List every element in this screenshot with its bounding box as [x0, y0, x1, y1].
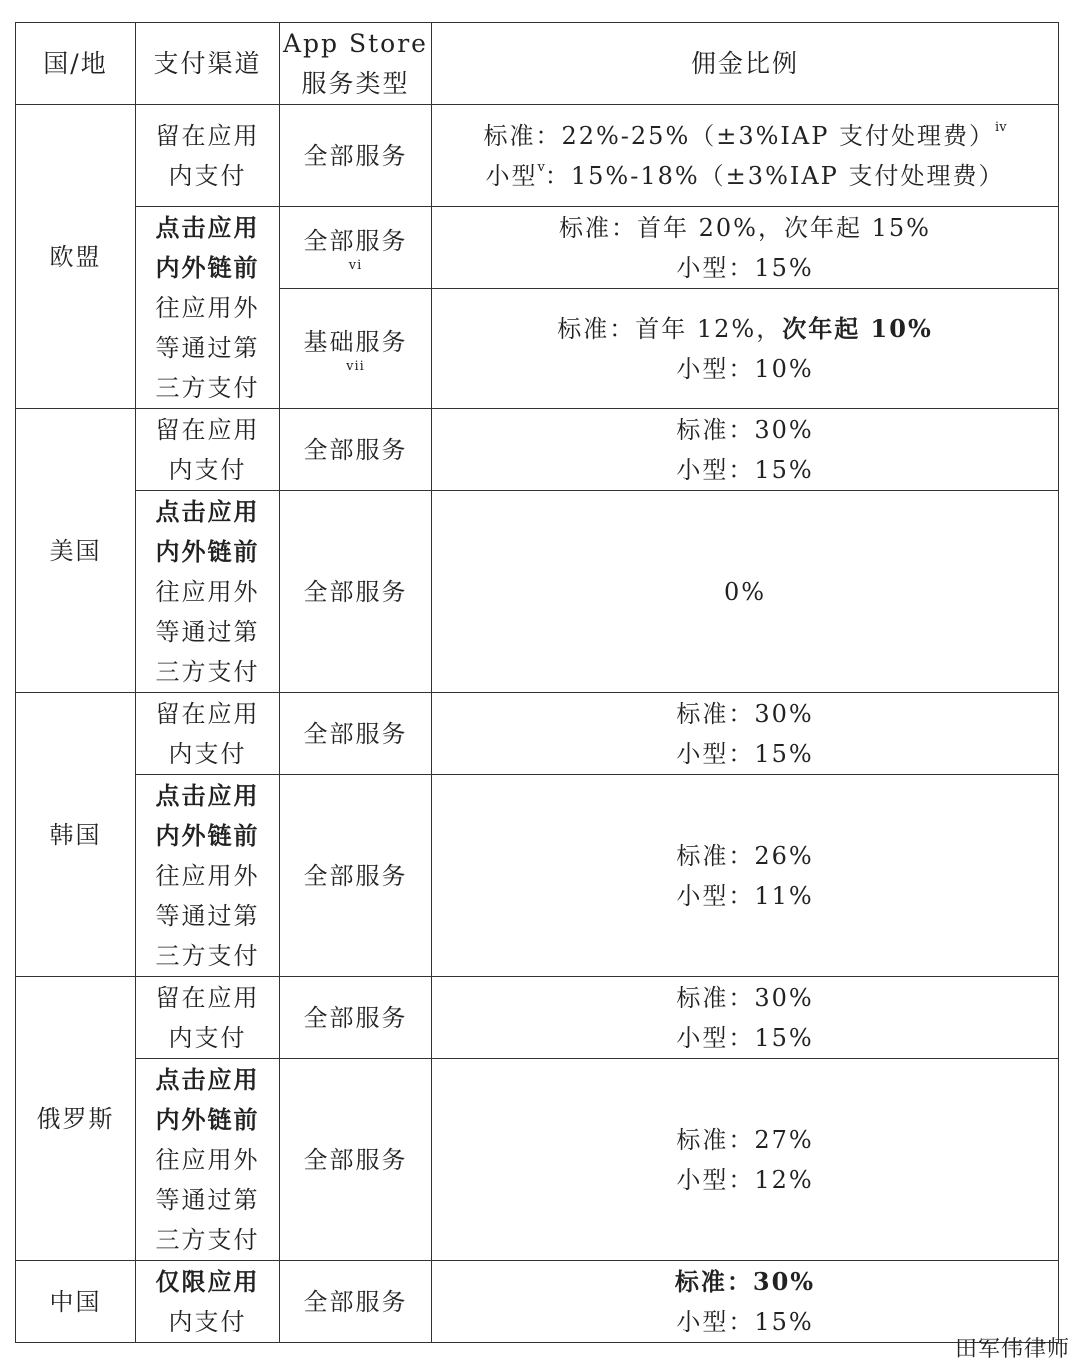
- channel-line: 仅限应用: [155, 1266, 260, 1296]
- header-service-line2: 服务类型: [301, 68, 410, 98]
- rate-line: [432, 116, 1058, 156]
- footnote-marker: vi: [348, 257, 363, 273]
- channel-cell: [136, 693, 280, 775]
- channel-line: 三方支付: [155, 1225, 260, 1254]
- rate-line: 标准：30%: [674, 1266, 816, 1296]
- channel-line: 内外链前: [155, 820, 260, 850]
- rate-line: [432, 156, 1058, 196]
- channel-line: 留在应用: [155, 415, 260, 444]
- channel-line: 等通过第: [155, 617, 260, 646]
- rate-text: ：15%-18%（±3%IAP 支付处理费）: [544, 161, 1005, 190]
- service-cell: 全部服务: [280, 1059, 432, 1261]
- rate-cell: [432, 693, 1059, 775]
- channel-cell: [136, 1059, 280, 1261]
- channel-line: 内外链前: [155, 252, 260, 282]
- channel-line: 内支付: [168, 739, 247, 768]
- rate-line: 标准：首年 20%，次年起 15%: [559, 213, 931, 242]
- header-channel: 支付渠道: [136, 23, 280, 105]
- header-region: 国/地: [16, 23, 136, 105]
- header-row: [16, 23, 1059, 105]
- service-cell: [280, 289, 432, 409]
- channel-line: 留在应用: [155, 699, 260, 728]
- rate-line: 小型：11%: [676, 881, 814, 910]
- rate-line: 小型：15%: [676, 1023, 814, 1052]
- footnote-marker: vii: [346, 358, 365, 374]
- channel-line: 内支付: [168, 1023, 247, 1052]
- service-cell: 全部服务: [280, 105, 432, 207]
- rate-cell: 0%: [432, 491, 1059, 693]
- header-rate: 佣金比例: [432, 23, 1059, 105]
- header-service: [280, 23, 432, 105]
- channel-line: 往应用外: [155, 577, 260, 606]
- service-cell: 全部服务: [280, 775, 432, 977]
- rate-cell: [432, 775, 1059, 977]
- table-row: [16, 105, 1059, 207]
- channel-line: 内支付: [168, 455, 247, 484]
- service-cell: 全部服务: [280, 1261, 432, 1343]
- table-row: [16, 207, 1059, 289]
- rate-line: 小型：10%: [676, 354, 814, 383]
- channel-cell: [136, 409, 280, 491]
- rate-cell: [432, 105, 1059, 207]
- channel-cell: [136, 775, 280, 977]
- channel-line: 三方支付: [155, 941, 260, 970]
- channel-cell: [136, 977, 280, 1059]
- footnote-marker: iv: [995, 119, 1007, 135]
- channel-line: 等通过第: [155, 1185, 260, 1214]
- rate-line: 小型：15%: [676, 253, 814, 282]
- table-row: [16, 409, 1059, 491]
- channel-line: 往应用外: [155, 861, 260, 890]
- table-row: [16, 775, 1059, 977]
- channel-line: 内支付: [168, 1307, 247, 1336]
- rate-cell: [432, 207, 1059, 289]
- channel-cell: [136, 1261, 280, 1343]
- header-service-line1: App Store: [283, 28, 428, 58]
- footnote-marker: v: [537, 159, 545, 175]
- channel-line: 点击应用: [155, 496, 260, 526]
- rate-line: 小型：15%: [676, 739, 814, 768]
- rate-line: 标准：26%: [676, 841, 814, 870]
- table-row: [16, 1059, 1059, 1261]
- rate-text: 小型: [485, 161, 538, 190]
- rate-line: 小型：12%: [676, 1165, 814, 1194]
- region-kr: 韩国: [16, 693, 136, 977]
- channel-line: 内外链前: [155, 536, 260, 566]
- service-cell: 全部服务: [280, 977, 432, 1059]
- channel-line: 内支付: [168, 161, 247, 190]
- region-ru: 俄罗斯: [16, 977, 136, 1261]
- table-row: [16, 491, 1059, 693]
- region-cn: 中国: [16, 1261, 136, 1343]
- region-us: 美国: [16, 409, 136, 693]
- table-row: [16, 1261, 1059, 1343]
- channel-line: 留在应用: [155, 121, 260, 150]
- service-cell: 全部服务: [280, 409, 432, 491]
- rate-cell: [432, 977, 1059, 1059]
- channel-line: 等通过第: [155, 901, 260, 930]
- rate-line: 小型：15%: [676, 1307, 814, 1336]
- service-cell: 全部服务: [280, 693, 432, 775]
- rate-text: 标准：22%-25%（±3%IAP 支付处理费）: [483, 121, 996, 150]
- channel-line: 留在应用: [155, 983, 260, 1012]
- region-eu: 欧盟: [16, 105, 136, 409]
- channel-line: 内外链前: [155, 1104, 260, 1134]
- service-text: 基础服务: [303, 327, 408, 356]
- channel-line: 三方支付: [155, 373, 260, 402]
- service-cell: [280, 207, 432, 289]
- channel-cell: [136, 105, 280, 207]
- channel-line: 点击应用: [155, 780, 260, 810]
- service-cell: 全部服务: [280, 491, 432, 693]
- rate-line: [432, 309, 1058, 349]
- rate-line: 标准：30%: [676, 699, 814, 728]
- rate-line: 标准：27%: [676, 1125, 814, 1154]
- rate-cell: [432, 289, 1059, 409]
- service-text: 全部服务: [303, 226, 408, 255]
- rate-line: 标准：30%: [676, 415, 814, 444]
- channel-line: 点击应用: [155, 212, 260, 242]
- channel-line: 往应用外: [155, 293, 260, 322]
- rate-line: 标准：30%: [676, 983, 814, 1012]
- channel-line: 点击应用: [155, 1064, 260, 1094]
- watermark: 田军伟律师: [954, 1337, 1070, 1362]
- table-row: [16, 693, 1059, 775]
- rate-cell: [432, 1059, 1059, 1261]
- rate-line: 小型：15%: [676, 455, 814, 484]
- channel-line: 往应用外: [155, 1145, 260, 1174]
- channel-line: 三方支付: [155, 657, 260, 686]
- rate-cell: [432, 409, 1059, 491]
- table-row: [16, 977, 1059, 1059]
- rate-text: 标准：首年 12%，: [557, 314, 783, 343]
- channel-cell: [136, 207, 280, 409]
- channel-cell: [136, 491, 280, 693]
- rate-text-bold: 次年起 10%: [782, 313, 933, 343]
- rate-cell: [432, 1261, 1059, 1343]
- channel-line: 等通过第: [155, 333, 260, 362]
- commission-table: [15, 22, 1059, 1343]
